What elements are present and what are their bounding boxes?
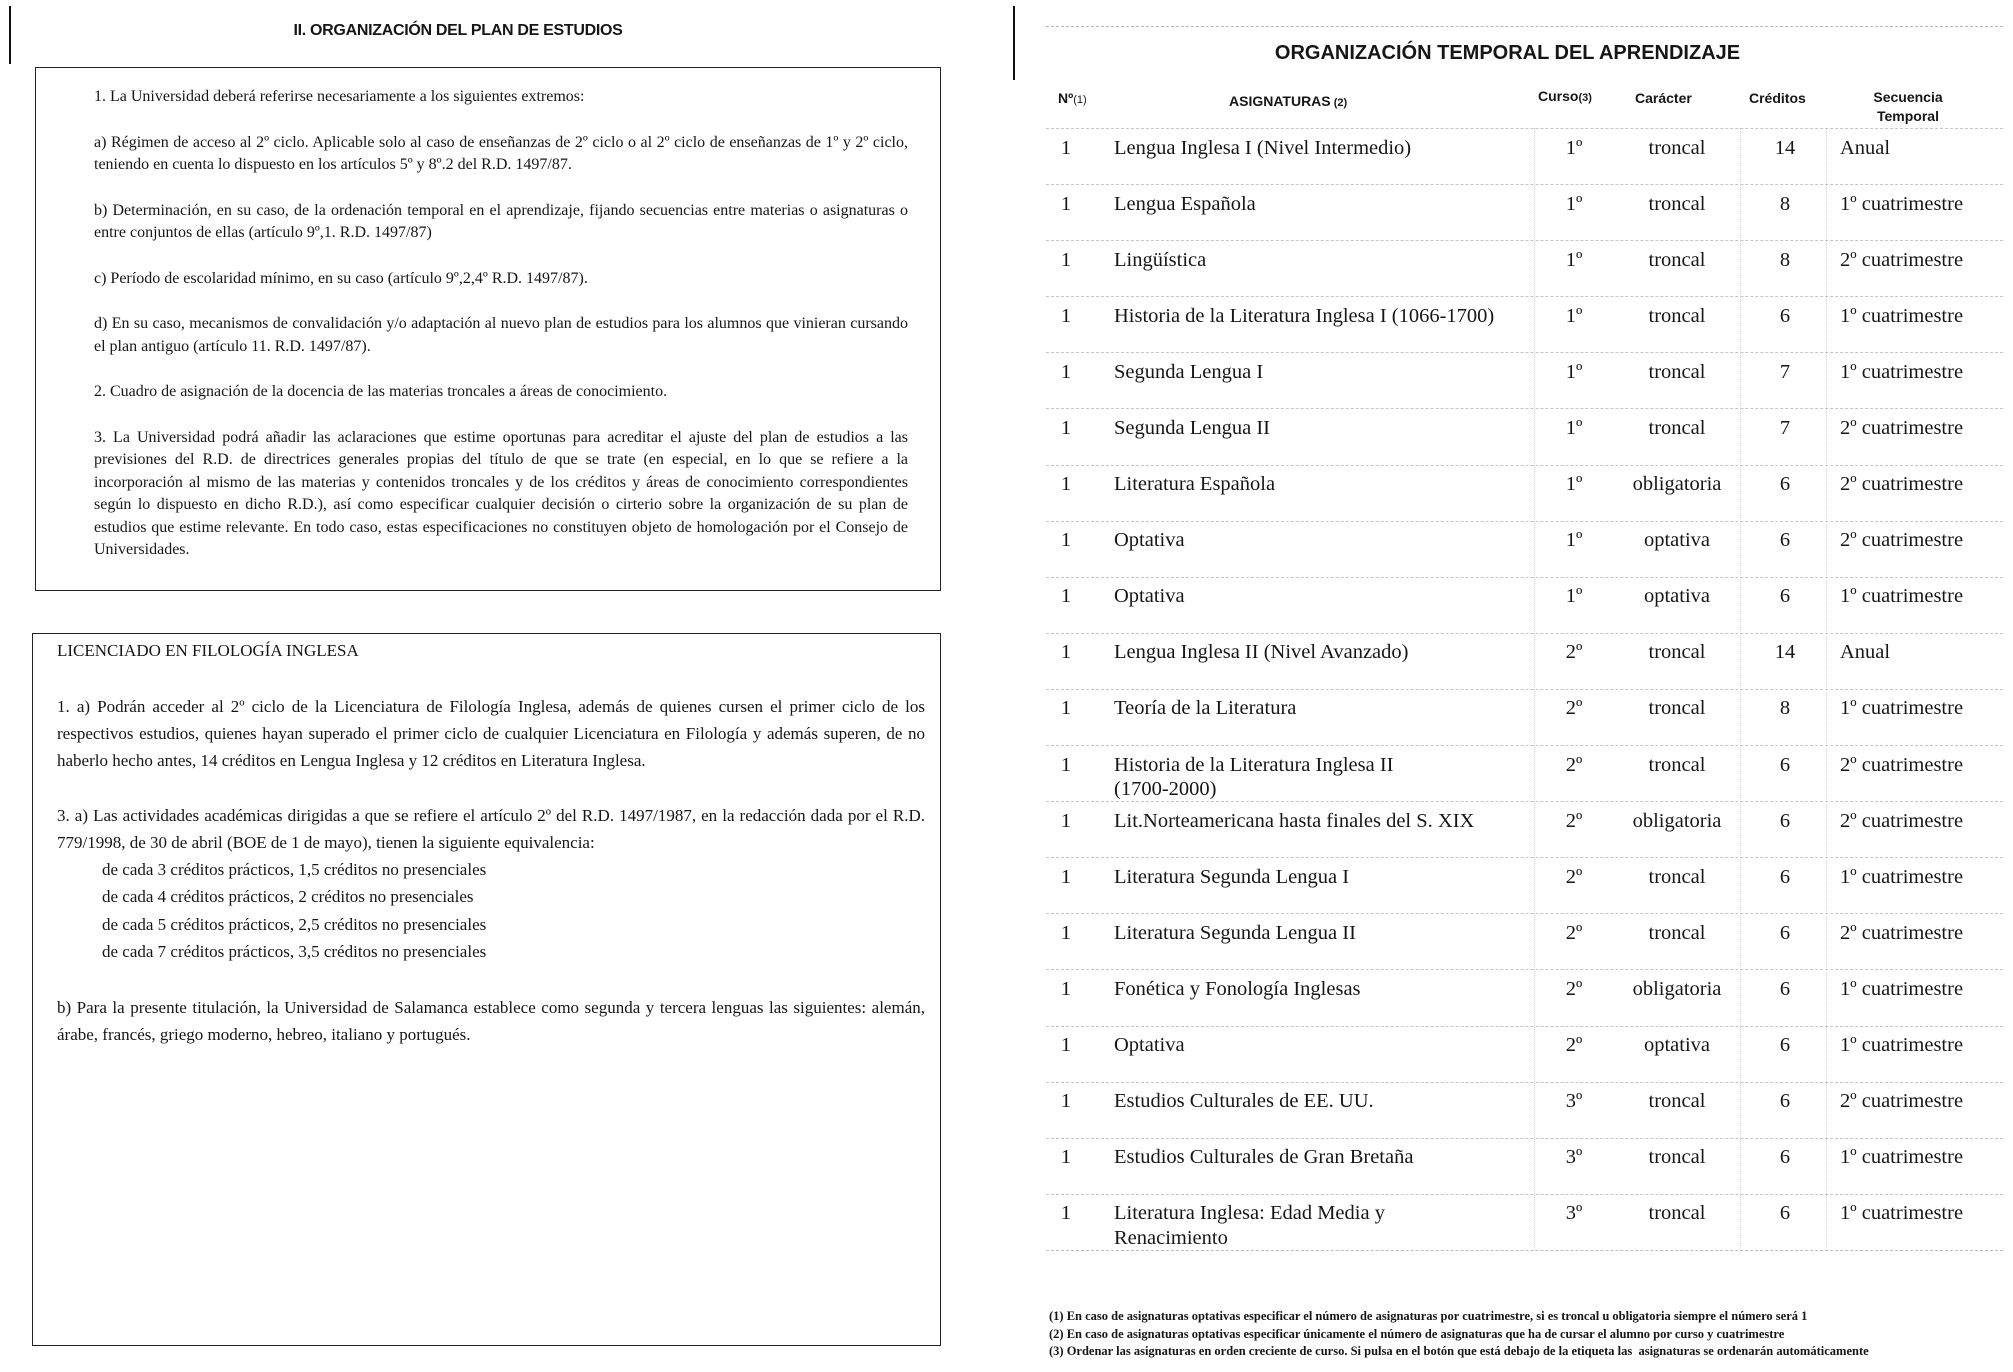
header-subjects-label: ASIGNATURAS [1229,93,1331,109]
subject-name: Lingüística [1114,248,1207,271]
row-number: 1 [1060,977,1072,1000]
requirement-paragraph: d) En su caso, mecanismos de convalidación y/o adaptación al nuevo plan de estudios para los alumnos que vinieran cursando el plan antiguo (artículo 11. R.D. 1497/87). [94,315,908,355]
subject-type: troncal [1648,865,1706,888]
header-course-note: (3) [1578,92,1592,104]
table-row [1046,577,2003,633]
subject-type: troncal [1648,697,1706,720]
header-sequence [1848,88,1968,126]
temporal-sequence: 1º cuatrimestre [1840,360,1964,383]
table-footnotes [1049,1308,1869,1361]
row-number: 1 [1060,529,1072,552]
temporal-sequence: 1º cuatrimestre [1840,1202,1964,1225]
table-row [1046,1194,2003,1250]
row-number: 1 [1060,1090,1072,1113]
table-row [1046,969,2003,1025]
subject-type: optativa [1643,1034,1711,1056]
footnote-2: (2) En caso de asignaturas optativas especificar únicamente el número de asignaturas que ha de cursar el alumno por curso y cuatrimestre [1049,1326,1785,1341]
credits-value: 6 [1779,865,1791,888]
subject-name: Literatura Segunda Lengua II [1114,921,1356,944]
subject-name: Optativa [1114,585,1185,608]
header-number-label: Nº [1058,90,1074,106]
temporal-sequence: 1º cuatrimestre [1840,977,1964,1000]
subject-type: troncal [1648,1146,1706,1169]
course-year: 3º [1565,1090,1583,1113]
subject-name: Historia de la Literatura Inglesa I (1066-1700) [1114,304,1495,327]
scan-edge-line-center [1013,6,1015,80]
credits-value: 6 [1779,809,1791,832]
credits-value: 6 [1779,585,1791,608]
subject-type: troncal [1648,641,1706,664]
table-row [1046,296,2003,352]
course-year: 1º [1565,136,1583,159]
credit-equivalence-item: de cada 3 créditos prácticos, 1,5 créditos no presenciales [102,860,487,879]
row-number: 1 [1060,697,1072,720]
row-number: 1 [1060,304,1072,327]
course-year: 2º [1565,865,1583,888]
credits-value: 6 [1779,1034,1791,1056]
temporal-sequence: 2º cuatrimestre [1840,921,1964,944]
credit-equivalence-item: de cada 5 créditos prácticos, 2,5 créditos no presenciales [102,914,487,934]
table-row [1046,857,2003,913]
table-row [1046,745,2003,801]
course-year: 1º [1565,529,1583,552]
header-credits: Créditos [1749,90,1806,106]
requirement-paragraph: 3. La Universidad podrá añadir las aclaraciones que estime oportunas para acreditar el ajuste del plan de estudios a las previsiones del R.D. de directrices generales propias del título de que se trate (en especial, en lo que se refiere a la incorporación al mismo de las materias y contenidos troncales y de los créditos y áreas de conocimiento correspondientes según lo dispuesto en dicho R.D.), así como especificar cualquier decisión o cirterio sobre la organización de su plan de estudios que estime relevante. En todo caso, estas especificaciones no constituyen objeto de homologación por el Consejo de Universidades. [94,428,908,558]
subject-name: Segunda Lengua II [1114,416,1270,439]
subject-type: troncal [1648,136,1706,159]
table-row [1046,1082,2003,1138]
credit-equivalence-list [102,856,925,965]
course-year: 1º [1565,416,1583,439]
row-number: 1 [1060,473,1072,496]
subjects-table [1046,128,2003,1251]
subject-type: troncal [1648,416,1706,439]
temporal-sequence: 2º cuatrimestre [1840,416,1964,439]
row-number: 1 [1060,1146,1072,1169]
course-year: 1º [1565,304,1583,327]
subject-name: Lengua Inglesa II (Nivel Avanzado) [1114,641,1409,664]
table-row [1046,633,2003,689]
requirement-paragraph: a) Régimen de acceso al 2º ciclo. Aplicable solo al caso de enseñanzas de 2º ciclo o al 2º ciclo de enseñanzas de 1º y 2º ciclo, teniendo en cuenta lo dispuesto en los artículos 5º y 8º.2 del R.D. 1497/87. [94,133,908,173]
course-year: 2º [1565,977,1583,1000]
temporal-sequence: Anual [1840,641,1891,664]
course-year: 2º [1565,641,1583,664]
temporal-sequence: Anual [1840,136,1891,159]
header-character: Carácter [1635,90,1692,106]
credits-value: 6 [1779,1202,1791,1225]
row-number: 1 [1060,136,1072,159]
subject-type: troncal [1648,360,1706,383]
credits-value: 8 [1779,192,1791,215]
row-number: 1 [1060,192,1072,215]
temporal-sequence: 1º cuatrimestre [1840,585,1964,608]
table-row [1046,913,2003,969]
table-row [1046,801,2003,857]
subject-name: Fonética y Fonología Inglesas [1114,977,1361,1000]
credits-value: 6 [1779,977,1791,1000]
table-row [1046,408,2003,464]
course-year: 1º [1565,360,1583,383]
credits-value: 8 [1779,697,1791,720]
header-number-note: (1) [1073,94,1087,106]
subject-type: obligatoria [1632,977,1722,1000]
temporal-sequence: 2º cuatrimestre [1840,529,1964,552]
temporal-sequence: 1º cuatrimestre [1840,1146,1964,1169]
table-row [1046,352,2003,408]
temporal-organization-title: ORGANIZACIÓN TEMPORAL DEL APRENDIZAJE [1274,42,1741,64]
subject-name: Lengua Española [1114,192,1256,215]
course-year: 1º [1565,248,1583,271]
table-row [1046,1138,2003,1194]
requirement-paragraph: 2. Cuadro de asignación de la docencia de las materias troncales a áreas de conocimiento. [94,383,668,400]
course-year: 1º [1565,585,1583,608]
subject-type: troncal [1648,921,1706,944]
credits-value: 6 [1779,753,1791,776]
temporal-sequence: 1º cuatrimestre [1840,1034,1964,1056]
requirement-paragraph: 1. La Universidad deberá referirse necesariamente a los siguientes extremos: [94,88,585,105]
temporal-sequence: 1º cuatrimestre [1840,304,1964,327]
subject-type: troncal [1648,248,1706,271]
temporal-sequence: 1º cuatrimestre [1840,697,1964,720]
row-number: 1 [1060,753,1072,776]
subject-name: Historia de la Literatura Inglesa II (1700-2000) [1114,753,1394,801]
header-number [1058,89,1087,109]
table-row [1046,465,2003,521]
credits-value: 7 [1779,416,1791,439]
plan-organization-title: II. ORGANIZACIÓN DEL PLAN DE ESTUDIOS [293,22,623,39]
subject-type: troncal [1648,753,1706,776]
subject-type: obligatoria [1632,809,1722,832]
course-year: 3º [1565,1146,1583,1169]
requirement-paragraph: c) Período de escolaridad mínimo, en su caso (artículo 9º,2,4º R.D. 1497/87). [94,269,588,287]
languages-paragraph: b) Para la presente titulación, la Universidad de Salamanca establece como segunda y tercera lenguas las siguientes: alemán, árabe, francés, griego moderno, hebreo, italiano y portugués. [57,998,925,1045]
subject-name: Segunda Lengua I [1114,360,1264,383]
course-year: 2º [1565,697,1583,720]
credits-value: 6 [1779,921,1791,944]
credits-value: 6 [1779,1090,1791,1113]
course-year: 3º [1565,1202,1583,1225]
footnote-3: (3) Ordenar las asignaturas en orden creciente de curso. Si pulsa en el botón que está debajo de la etiqueta las asignaturas se ordenarán automáticamente [1049,1344,1869,1358]
subject-name: Estudios Culturales de EE. UU. [1114,1090,1374,1113]
table-top-rule [1046,26,2003,27]
access-paragraph: 1. a) Podrán acceder al 2º ciclo de la Licenciatura de Filología Inglesa, además de quienes cursen el primer ciclo de los respectivos estudios, quienes hayan superado el primer ciclo de cualquier Licenciatura en Filología y además superen, de no haberlo hecho antes, 14 créditos en Lengua Inglesa y 12 créditos en Literatura Inglesa. [57,697,925,770]
subject-name: Optativa [1114,529,1185,552]
activities-paragraph: 3. a) Las actividades académicas dirigidas a que se refiere el artículo 2º del R.D. 1497/1987, en la redacción dada por el R.D. 779/1998, de 30 de abril (BOE de 1 de mayo), tienen la siguiente equivalencia: [57,806,925,852]
temporal-sequence: 2º cuatrimestre [1840,753,1964,776]
credits-value: 6 [1779,473,1791,496]
subject-name: Literatura Segunda Lengua I [1114,865,1350,888]
header-sequence-line1: Secuencia [1873,89,1943,105]
subject-name: Optativa [1114,1034,1185,1056]
temporal-sequence: 1º cuatrimestre [1840,865,1964,888]
degree-notes-box [32,633,941,1346]
course-year: 2º [1565,753,1583,776]
table-row [1046,128,2003,184]
credits-value: 7 [1779,360,1791,383]
course-year: 2º [1565,809,1583,832]
row-number: 1 [1060,1202,1072,1225]
subject-type: troncal [1648,192,1706,215]
footnote-1: (1) En caso de asignaturas optativas especificar el número de asignaturas por cuatrimestre, si es troncal u obligatoria siempre el número será 1 [1049,1309,1808,1323]
row-number: 1 [1060,641,1072,664]
degree-title: LICENCIADO EN FILOLOGÍA INGLESA [57,641,359,660]
row-number: 1 [1060,585,1072,608]
credit-equivalence-item: de cada 4 créditos prácticos, 2 créditos no presenciales [102,887,474,907]
table-row [1046,521,2003,577]
subject-name: Estudios Culturales de Gran Bretaña [1114,1146,1414,1169]
subject-name: Literatura Española [1114,473,1276,496]
credits-value: 6 [1779,529,1791,552]
table-row [1046,689,2003,745]
row-number: 1 [1060,809,1072,832]
credits-value: 8 [1779,248,1791,271]
table-row [1046,240,2003,296]
course-year: 1º [1565,192,1583,215]
subject-type: troncal [1648,1202,1706,1225]
requirement-paragraph: b) Determinación, en su caso, de la ordenación temporal en el aprendizaje, fijando secuencias entre materias o asignaturas o entre conjuntos de ellas (artículo 9º,1. R.D. 1497/87) [94,201,908,241]
temporal-sequence: 2º cuatrimestre [1840,248,1964,271]
course-year: 2º [1565,921,1583,944]
subject-name: Literatura Inglesa: Edad Media y Renacimiento [1114,1202,1385,1249]
credits-value: 14 [1774,641,1796,664]
row-number: 1 [1060,865,1072,888]
credits-value: 14 [1774,136,1796,159]
subject-type: troncal [1648,1090,1706,1113]
course-year: 1º [1565,473,1583,496]
credits-value: 6 [1779,1146,1791,1169]
temporal-sequence: 2º cuatrimestre [1840,809,1964,832]
row-number: 1 [1060,921,1072,944]
row-number: 1 [1060,248,1072,271]
header-sequence-line2: Temporal [1877,108,1939,124]
credit-equivalence-item: de cada 7 créditos prácticos, 3,5 créditos no presenciales [102,941,487,961]
subject-name: Lit.Norteamericana hasta finales del S. XIX [1114,809,1475,832]
row-number: 1 [1060,360,1072,383]
subject-name: Teoría de la Literatura [1114,697,1297,720]
subject-type: optativa [1643,585,1711,608]
header-course [1538,87,1592,107]
plan-requirements-box [35,67,941,591]
row-number: 1 [1060,416,1072,439]
course-year: 2º [1565,1034,1583,1056]
row-number: 1 [1060,1034,1072,1056]
table-row [1046,184,2003,240]
temporal-sequence: 1º cuatrimestre [1840,192,1964,215]
subject-type: obligatoria [1632,473,1722,496]
temporal-sequence: 2º cuatrimestre [1840,1090,1964,1113]
header-subjects-note: (2) [1330,97,1348,109]
header-subjects [1229,92,1347,112]
credits-value: 6 [1779,304,1791,327]
subject-type: troncal [1648,304,1706,327]
header-course-label: Curso [1538,88,1579,104]
temporal-sequence: 2º cuatrimestre [1840,473,1964,496]
table-row [1046,1026,2003,1082]
subject-name: Lengua Inglesa I (Nivel Intermedio) [1114,136,1412,159]
subject-type: optativa [1643,529,1711,552]
